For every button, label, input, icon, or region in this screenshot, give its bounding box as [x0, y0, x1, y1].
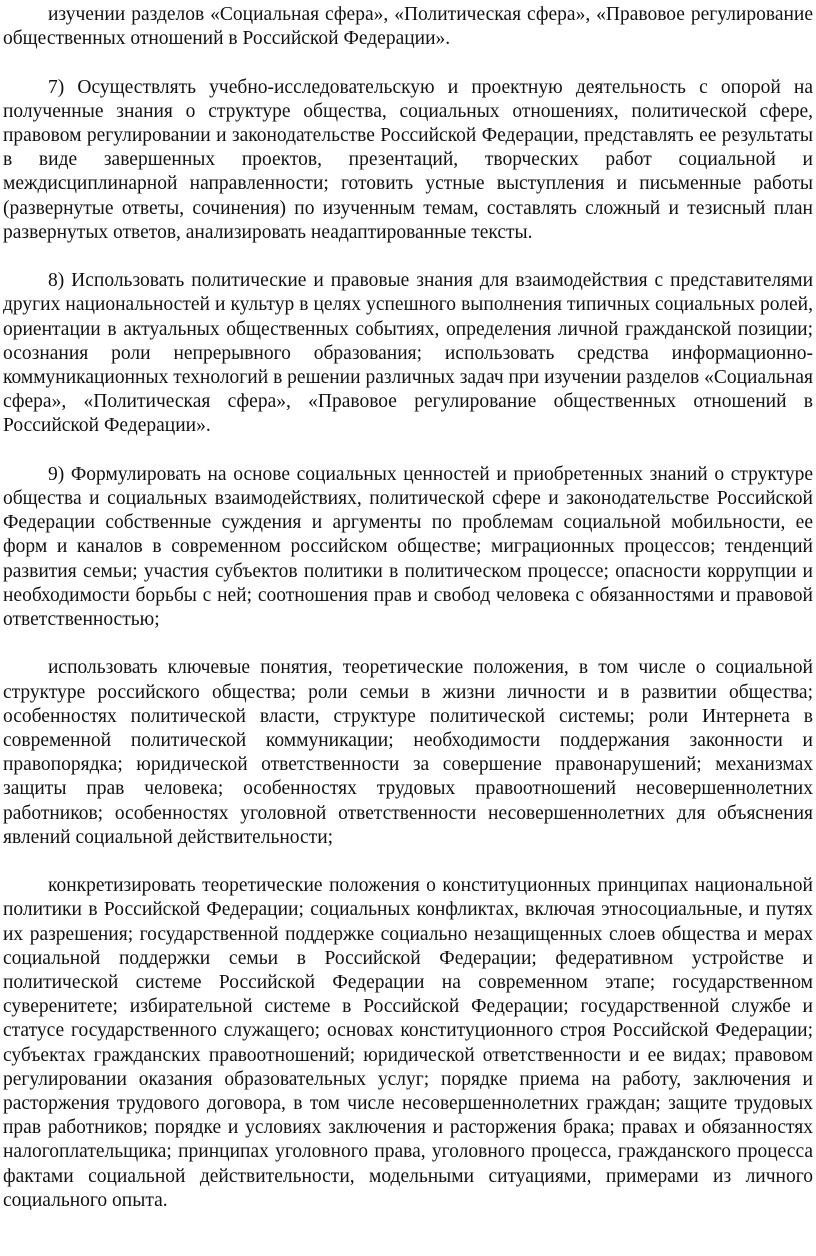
document-page — [3, 3, 813, 1213]
paragraph-item-9: 9) Формулировать на основе социальных ценностей и приобретенных знаний о структуре общества и социальных взаимодействиях, политической сфере и законодательстве Российской Федерации собственные суждения и аргументы по проблемам социальной мобильности, ее форм и каналов в современном российском обществе; миграционных процессов; тенденций развития семьи; участия субъектов политики в политическом процессе; опасности коррупции и необходимости борьбы с ней; соотношения прав и свобод человека с обязанностями и правовой ответственностью; — [3, 463, 813, 631]
paragraph-item-7: 7) Осуществлять учебно-исследовательскую и проектную деятельность с опорой на полученные знания о структуре общества, социальных отношениях, политической сфере, правовом регулировании и законодательстве Российской Федерации, представлять ее результаты в виде завершенных проектов, презентаций, творческих работ социальной и междисциплинарной направленности; готовить устные выступления и письменные работы (развернутые ответы, сочинения) по изученным темам, составлять сложный и тезисный план развернутых ответов, анализировать неадаптированные тексты. — [3, 76, 813, 243]
paragraph-concretize: конкретизировать теоретические положения о конституционных принципах национальной политики в Российской Федерации; социальных конфликтах, включая этносоциальные, и путях их разрешения; государственной поддержке социально незащищенных слоев общества и мерах социальной поддержки семьи в Российской Федерации; федеративном устройстве и политической системе Российской Федерации на современном этапе; государственном суверенитете; избирательной системе в Российской Федерации; государственной службе и статусе государственного служащего; основах конституционного строя Российской Федерации; субъектах гражданских правоотношений; юридической ответственности и ее видах; правовом регулировании оказания образовательных услуг; порядке приема на работу, заключения и расторжения трудового договора, в том числе несовершеннолетних граждан; защите трудовых прав работников; порядке и условиях заключения и расторжения брака; правах и обязанностях налогоплательщика; принципах уголовного права, уголовного процесса, гражданского процесса фактами социальной действительности, модельными ситуациями, примерами из личного социального опыта. — [3, 875, 813, 1211]
paragraph-item-8: 8) Использовать политические и правовые знания для взаимодействия с представителями других национальностей и культур в целях успешного выполнения типичных социальных ролей, ориентации в актуальных общественных событиях, определения личной гражданской позиции; осознания роли непрерывного образования; использовать средства информационно-коммуникационных технологий в решении различных задач при изучении разделов «Социальная сфера», «Политическая сфера», «Правовое регулирование общественных отношений в Российской Федерации». — [3, 270, 813, 437]
paragraph-continuation: изучении разделов «Социальная сфера», «Политическая сфера», «Правовое регулирование общественных отношений в Российской Федерации». — [3, 4, 813, 50]
paragraph-use-concepts: использовать ключевые понятия, теоретические положения, в том числе о социальной структуре российского общества; роли семьи в жизни личности и в развитии общества; особенностях политической власти, структуре политической системы; роли Интернета в современной политической коммуникации; необходимости поддержания законности и правопорядка; юридической ответственности за совершение правонарушений; механизмах защиты прав человека; особенностях трудовых правоотношений несовершеннолетних работников; особенностях уголовной ответственности несовершеннолетних для объяснения явлений социальной действительности; — [3, 657, 813, 848]
